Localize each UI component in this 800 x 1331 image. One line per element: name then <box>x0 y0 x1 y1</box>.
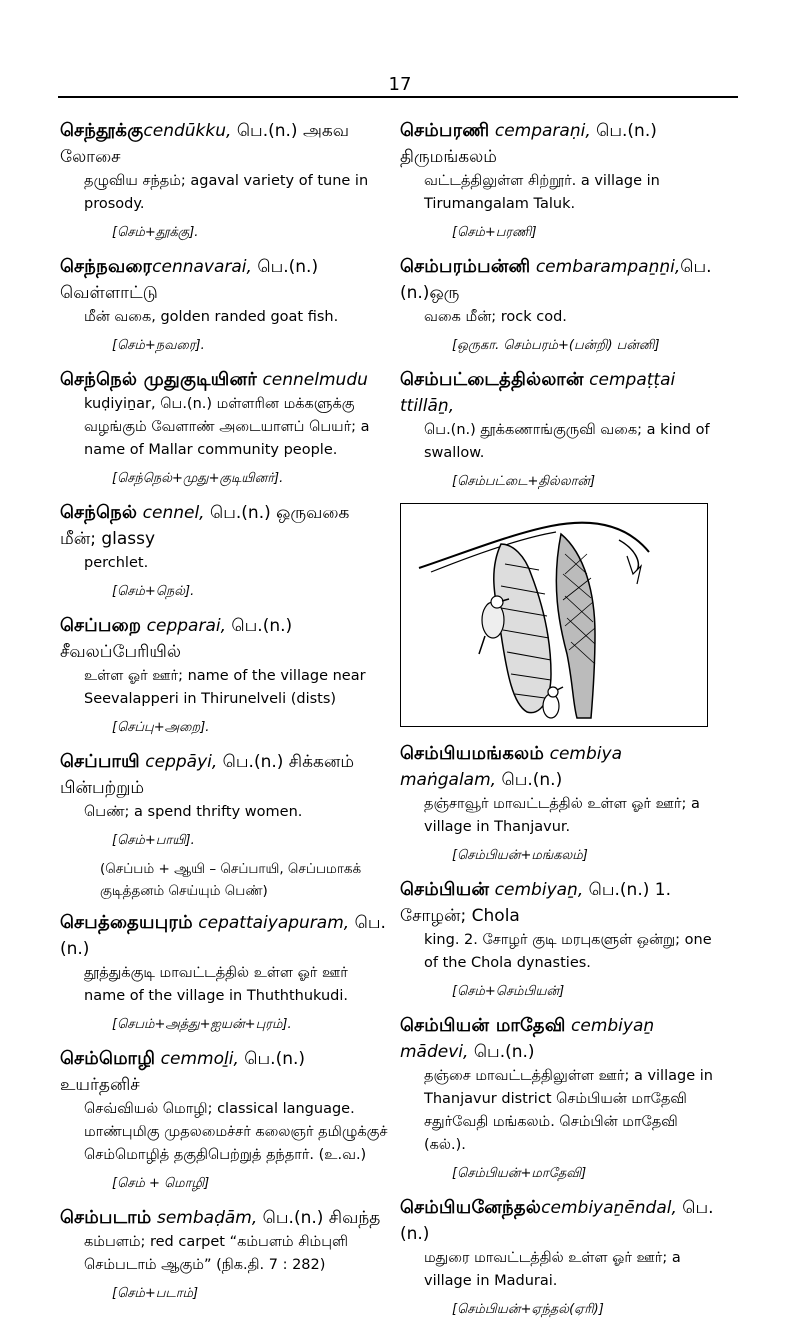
page-number: 17 <box>388 74 412 95</box>
transliteration: cembarampaṉṉi, <box>530 257 681 277</box>
transliteration: cembiyaṉēndal, <box>541 1198 677 1218</box>
dictionary-entry <box>400 1195 720 1321</box>
transliteration: cennel, <box>137 503 205 523</box>
entry-head <box>60 1046 390 1098</box>
etymology: [செந்நெல்+முது+குடியினர்]. <box>112 471 284 486</box>
headword: செந்நெல் முதுகுடியினர் <box>60 369 258 390</box>
definition: தழுவிய சந்தம்; agaval variety of tune in prosody. <box>84 173 369 212</box>
dictionary-entry <box>60 1046 390 1195</box>
etymology: [ஒருகா. செம்பரம்+(பன்றி) பன்னி] <box>452 338 660 353</box>
dictionary-entry <box>60 749 390 902</box>
weaver-bird-nest-illustration <box>400 503 708 727</box>
definition: வகை மீன்; rock cod. <box>424 309 567 325</box>
definition: மீன் வகை, golden randed goat fish. <box>84 309 339 325</box>
headword: செம்பியன் மாதேவி <box>400 1015 566 1036</box>
transliteration: cendūkku, <box>143 121 232 141</box>
definition: king. 2. சோழர் குடி மரபுகளுள் ஒன்று; one of the Chola dynasties. <box>424 932 712 971</box>
headword: செப்பாயி <box>60 751 140 772</box>
transliteration: cemmoḻi, <box>155 1049 239 1069</box>
head-definition: பெ.(n.) சிக்கனம் பின்பற்றும் <box>60 752 355 798</box>
head-definition: பெ.(n.) ஒருவகை மீன்; glassy <box>60 503 350 549</box>
etymology: [செம்பியன்+மாதேவி] <box>452 1166 587 1181</box>
transliteration: ceppāyi, <box>139 752 218 772</box>
dictionary-entry <box>400 1013 720 1185</box>
definition: தஞ்சை மாவட்டத்திலுள்ள ஊர்; a village in Thanjavur district செம்பியன் மாதேவி சதுர்வேதி மங்கலம். செம்பின் மாதேவி (கல்.). <box>424 1068 713 1153</box>
etymology: [செம்+பாயி]. <box>112 833 195 848</box>
dictionary-entry <box>60 613 390 739</box>
entry-head <box>60 118 390 170</box>
dictionary-entry <box>60 254 390 357</box>
head-definition: பெ.(n.) 1. சோழன்; Chola <box>400 880 671 926</box>
header-rule <box>58 96 738 98</box>
definition: கம்பளம்; red carpet “கம்பளம் சிம்புளி செம்படாம் ஆகும்” (நிக.தி. 7 : 282) <box>84 1234 349 1273</box>
headword: செப்பறை <box>60 615 142 636</box>
weaver-bird-nest-drawing <box>401 504 707 726</box>
right-column-bottom <box>400 741 720 1321</box>
dictionary-entry <box>400 877 720 1003</box>
transliteration: cepattaiyapuram, <box>192 913 350 933</box>
etymology: [செம் + மொழி] <box>112 1176 210 1191</box>
dictionary-entry <box>60 500 390 603</box>
head-definition: பெ.(n.) சிவந்த <box>257 1208 381 1228</box>
headword: செம்பியன் <box>400 879 490 900</box>
definition: பெ.(n.) தூக்கணாங்குருவி வகை; a kind of swallow. <box>424 422 710 461</box>
dictionary-entry <box>60 910 390 1036</box>
headword: செம்படாம் <box>60 1207 152 1228</box>
dictionary-entry <box>60 367 390 490</box>
headword: செம்பியனேந்தல் <box>400 1197 542 1218</box>
definition: பெண்; a spend thrifty women. <box>84 804 303 820</box>
etymology: [செம்பியன்+ஏந்தல்(ஏரி)] <box>452 1302 604 1317</box>
head-definition: பெ.(n.) <box>496 770 563 790</box>
transliteration: sembaḍām, <box>151 1208 258 1228</box>
dictionary-entry <box>400 741 720 867</box>
headword: செம்பியமங்கலம் <box>400 743 545 764</box>
head-definition: பெ.(n.) <box>60 913 386 959</box>
entry-head <box>60 500 390 552</box>
entry-head <box>400 118 720 170</box>
etymology: [செம்பட்டை+தில்லான்] <box>452 474 596 489</box>
entry-head <box>60 613 390 665</box>
definition: வட்டத்திலுள்ள சிற்றூர். a village in Tirumangalam Taluk. <box>424 173 660 212</box>
definition: உள்ள ஓர் ஊர்; name of the village near Seevalapperi in Thirunelveli (dists) <box>84 668 366 707</box>
headword: செந்நெல் <box>60 502 138 523</box>
entry-head <box>400 367 720 419</box>
etymology: [செம்+பரணி] <box>452 225 537 240</box>
entry-head <box>60 1205 390 1231</box>
headword: செம்பரணி <box>400 120 490 141</box>
head-definition: பெ.(n.) அகவ லோசை <box>60 121 349 167</box>
right-column <box>400 118 720 1331</box>
definition: தஞ்சாவூர் மாவட்டத்தில் உள்ள ஓர் ஊர்; a village in Thanjavur. <box>424 796 700 835</box>
definition: தூத்துக்குடி மாவட்டத்தில் உள்ள ஓர் ஊர் name of the village in Thuththukudi. <box>84 965 348 1004</box>
headword: செபத்தையபுரம் <box>60 912 193 933</box>
headword: செம்பரம்பன்னி <box>400 256 531 277</box>
head-definition: பெ.(n.) உயர்தனிச் <box>60 1049 306 1095</box>
entry-head <box>400 1013 720 1065</box>
etymology: [செப்பு+அறை]. <box>112 720 210 735</box>
headword: செம்மொழி <box>60 1048 156 1069</box>
head-definition: பெ.(n.) <box>468 1042 535 1062</box>
head-definition: பெ.(n.) திருமங்கலம் <box>400 121 657 167</box>
left-column <box>60 118 390 1315</box>
definition: மதுரை மாவட்டத்தில் உள்ள ஓர் ஊர்; a village in Madurai. <box>424 1250 681 1289</box>
head-definition: பெ.(n.)ஒரு <box>400 257 712 303</box>
entry-head <box>400 741 720 793</box>
right-column-top <box>400 118 720 493</box>
etymology: [செம்பியன்+மங்கலம்] <box>452 848 588 863</box>
entry-head <box>60 749 390 801</box>
headword: செந்தூக்கு <box>60 120 144 141</box>
etymology: [செம்+நவரை]. <box>112 338 205 353</box>
entry-head <box>400 877 720 929</box>
head-definition: பெ.(n.) சீவலப்பேரியில் <box>60 616 293 662</box>
transliteration: cennelmudu <box>257 370 368 390</box>
transliteration: cepparai, <box>141 616 227 636</box>
entry-head <box>400 254 720 306</box>
dictionary-entry <box>400 118 720 244</box>
head-definition: பெ.(n.) வெள்ளாட்டு <box>60 257 319 303</box>
transliteration: cembiyaṉ, <box>489 880 584 900</box>
dictionary-entry <box>60 1205 390 1305</box>
head-definition: பெ.(n.) <box>400 1198 714 1244</box>
usage-note: (செப்பம் + ஆயி – செப்பாயி, செப்பமாகக் குடித்தனம் செய்யும் பெண்) <box>100 861 362 899</box>
entry-head <box>60 254 390 306</box>
transliteration: cemparaṇi, <box>489 121 591 141</box>
entry-head <box>60 367 390 393</box>
etymology: [செம்+செம்பியன்] <box>452 984 565 999</box>
dictionary-entry <box>400 367 720 493</box>
etymology: [செபம்+அத்து+ஐயன்+புரம்]. <box>112 1017 292 1032</box>
headword: செந்நவரை <box>60 256 153 277</box>
etymology: [செம்+நெல்]. <box>112 584 195 599</box>
etymology: [செம்+படாம்] <box>112 1286 199 1301</box>
definition: perchlet. <box>84 555 149 571</box>
etymology: [செம்+தூக்கு]. <box>112 225 199 240</box>
transliteration: cempaṭṭai ttillāṉ, <box>400 370 676 416</box>
definition: செவ்வியல் மொழி; classical language. மாண்புமிகு முதலமைச்சர் கலைஞர் தமிழுக்குச் செம்மொழித் தகுதிபெற்றுத் தந்தார். (உ.வ.) <box>84 1101 388 1163</box>
transliteration: cembiya maṅgalam, <box>400 744 622 790</box>
entry-head <box>60 910 390 962</box>
entry-head <box>400 1195 720 1247</box>
headword: செம்பட்டைத்தில்லான் <box>400 369 584 390</box>
transliteration: cennavarai, <box>152 257 252 277</box>
dictionary-entry <box>60 118 390 244</box>
dictionary-entry <box>400 254 720 357</box>
definition: kuḍiyiṉar, பெ.(n.) மள்ளரின மக்களுக்கு வழங்கும் வேளாண் அடையாளப் பெயர்; a name of Mallar community people. <box>84 396 370 458</box>
transliteration: cembiyaṉ mādevi, <box>400 1016 655 1062</box>
